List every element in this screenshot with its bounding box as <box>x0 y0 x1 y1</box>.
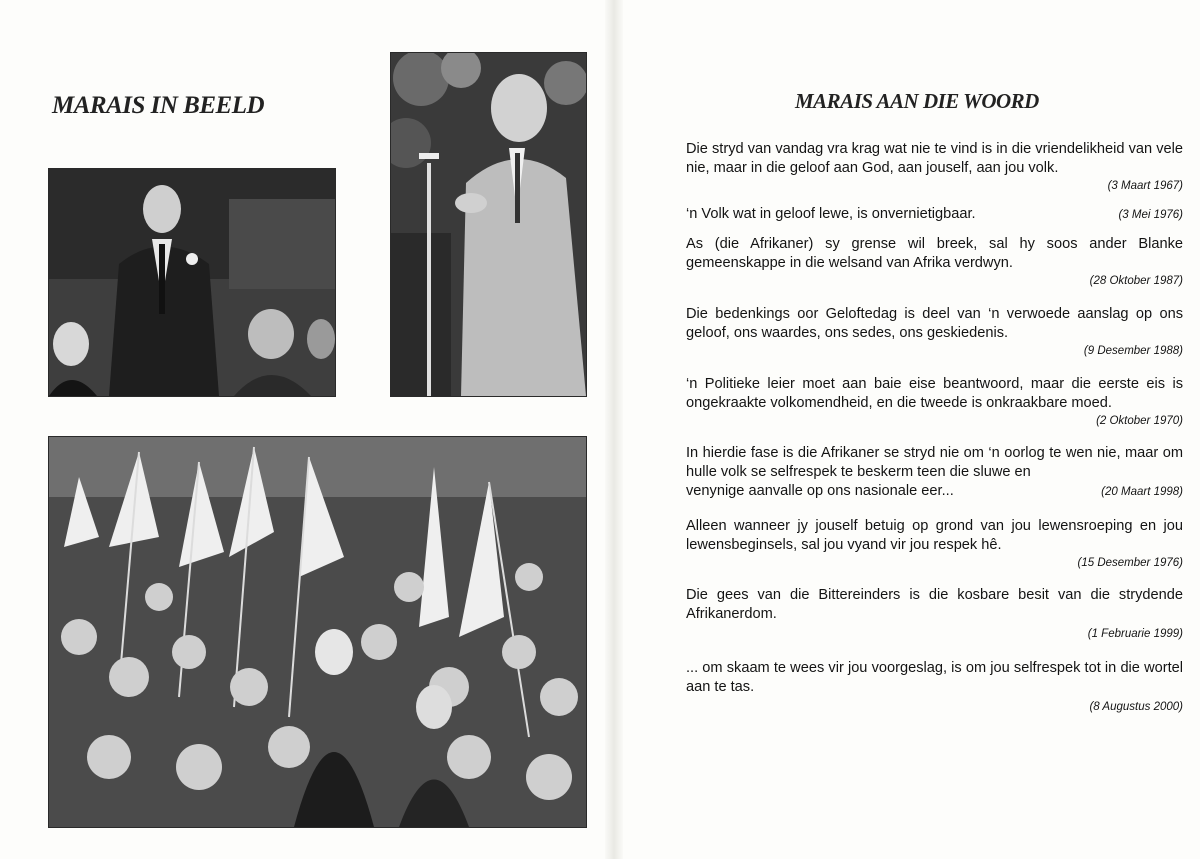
quote-text: ... om skaam te wees vir jou voorgeslag, is om jou selfrespek tot in die wortel aan te tas. <box>686 660 1183 695</box>
quote-item <box>686 235 1183 288</box>
quote-date: (20 Maart 1998) <box>1101 486 1183 498</box>
quote-item <box>686 205 1183 224</box>
quote-item <box>686 305 1183 358</box>
quote-date: (2 Oktober 1970) <box>1096 415 1183 427</box>
quote-text-end: venynige aanvalle op ons nasionale eer... <box>686 483 954 499</box>
page-gutter <box>605 0 623 859</box>
left-page-title: MARAIS IN BEELD <box>52 92 265 119</box>
quote-item <box>686 140 1183 193</box>
quote-text: Die stryd van vandag vra krag wat nie te vind is in die vriendelikheid van vele nie, maar in die geloof aan God, aan jouself, aan jou volk. <box>686 141 1183 176</box>
quote-item <box>686 375 1183 428</box>
photo-crowd <box>48 436 587 828</box>
quote-item <box>686 444 1183 501</box>
quote-date: (15 Desember 1976) <box>1077 557 1183 569</box>
quote-date: (9 Desember 1988) <box>1083 345 1183 357</box>
photo-portrait-icon <box>49 169 335 396</box>
quote-date: (3 Maart 1967) <box>1107 180 1183 192</box>
quote-text: Die bedenkings oor Geloftedag is deel van ‘n verwoede aanslag op ons geloof, ons waardes, ons sedes, ons geskiedenis. <box>686 306 1183 341</box>
right-page-title: MARAIS AAN DIE WOORD <box>795 89 1039 113</box>
quote-item <box>686 586 1183 641</box>
photo-crowd-icon <box>49 437 586 827</box>
quote-date: (1 Februarie 1999) <box>1087 628 1183 640</box>
quote-text: ‘n Politieke leier moet aan baie eise beantwoord, maar die eerste eis is ongekraakte volkomendheid, en die tweede is onkraakbare moed. <box>686 376 1183 411</box>
quote-text: In hierdie fase is die Afrikaner se stryd nie om ‘n oorlog te wen nie, maar om hulle volk se selfrespek te beskerm teen die sluwe en <box>686 445 1183 480</box>
quote-text: Die gees van die Bittereinders is die kosbare besit van die strydende Afrikanerdom. <box>686 587 1183 622</box>
quote-date: (28 Oktober 1987) <box>1089 275 1183 287</box>
quote-item <box>686 659 1183 714</box>
photo-portrait <box>48 168 336 397</box>
quote-list <box>686 140 1183 714</box>
photo-speaker <box>390 52 587 397</box>
quote-date: (8 Augustus 2000) <box>1089 701 1183 713</box>
photo-speaker-icon <box>391 53 586 396</box>
right-page <box>623 0 1200 859</box>
quote-text: ‘n Volk wat in geloof lewe, is onvernietigbaar. <box>686 206 976 222</box>
quote-date: (3 Mei 1976) <box>1118 209 1183 221</box>
quote-item <box>686 517 1183 570</box>
quote-text: Alleen wanneer jy jouself betuig op grond van jou lewensroeping en jou lewensbeginsels, sal jou vyand vir jou respek hê. <box>686 518 1183 553</box>
quote-text: As (die Afrikaner) sy grense wil breek, sal hy soos ander Blanke gemeenskappe in die welsand van Afrika verdwyn. <box>686 236 1183 271</box>
